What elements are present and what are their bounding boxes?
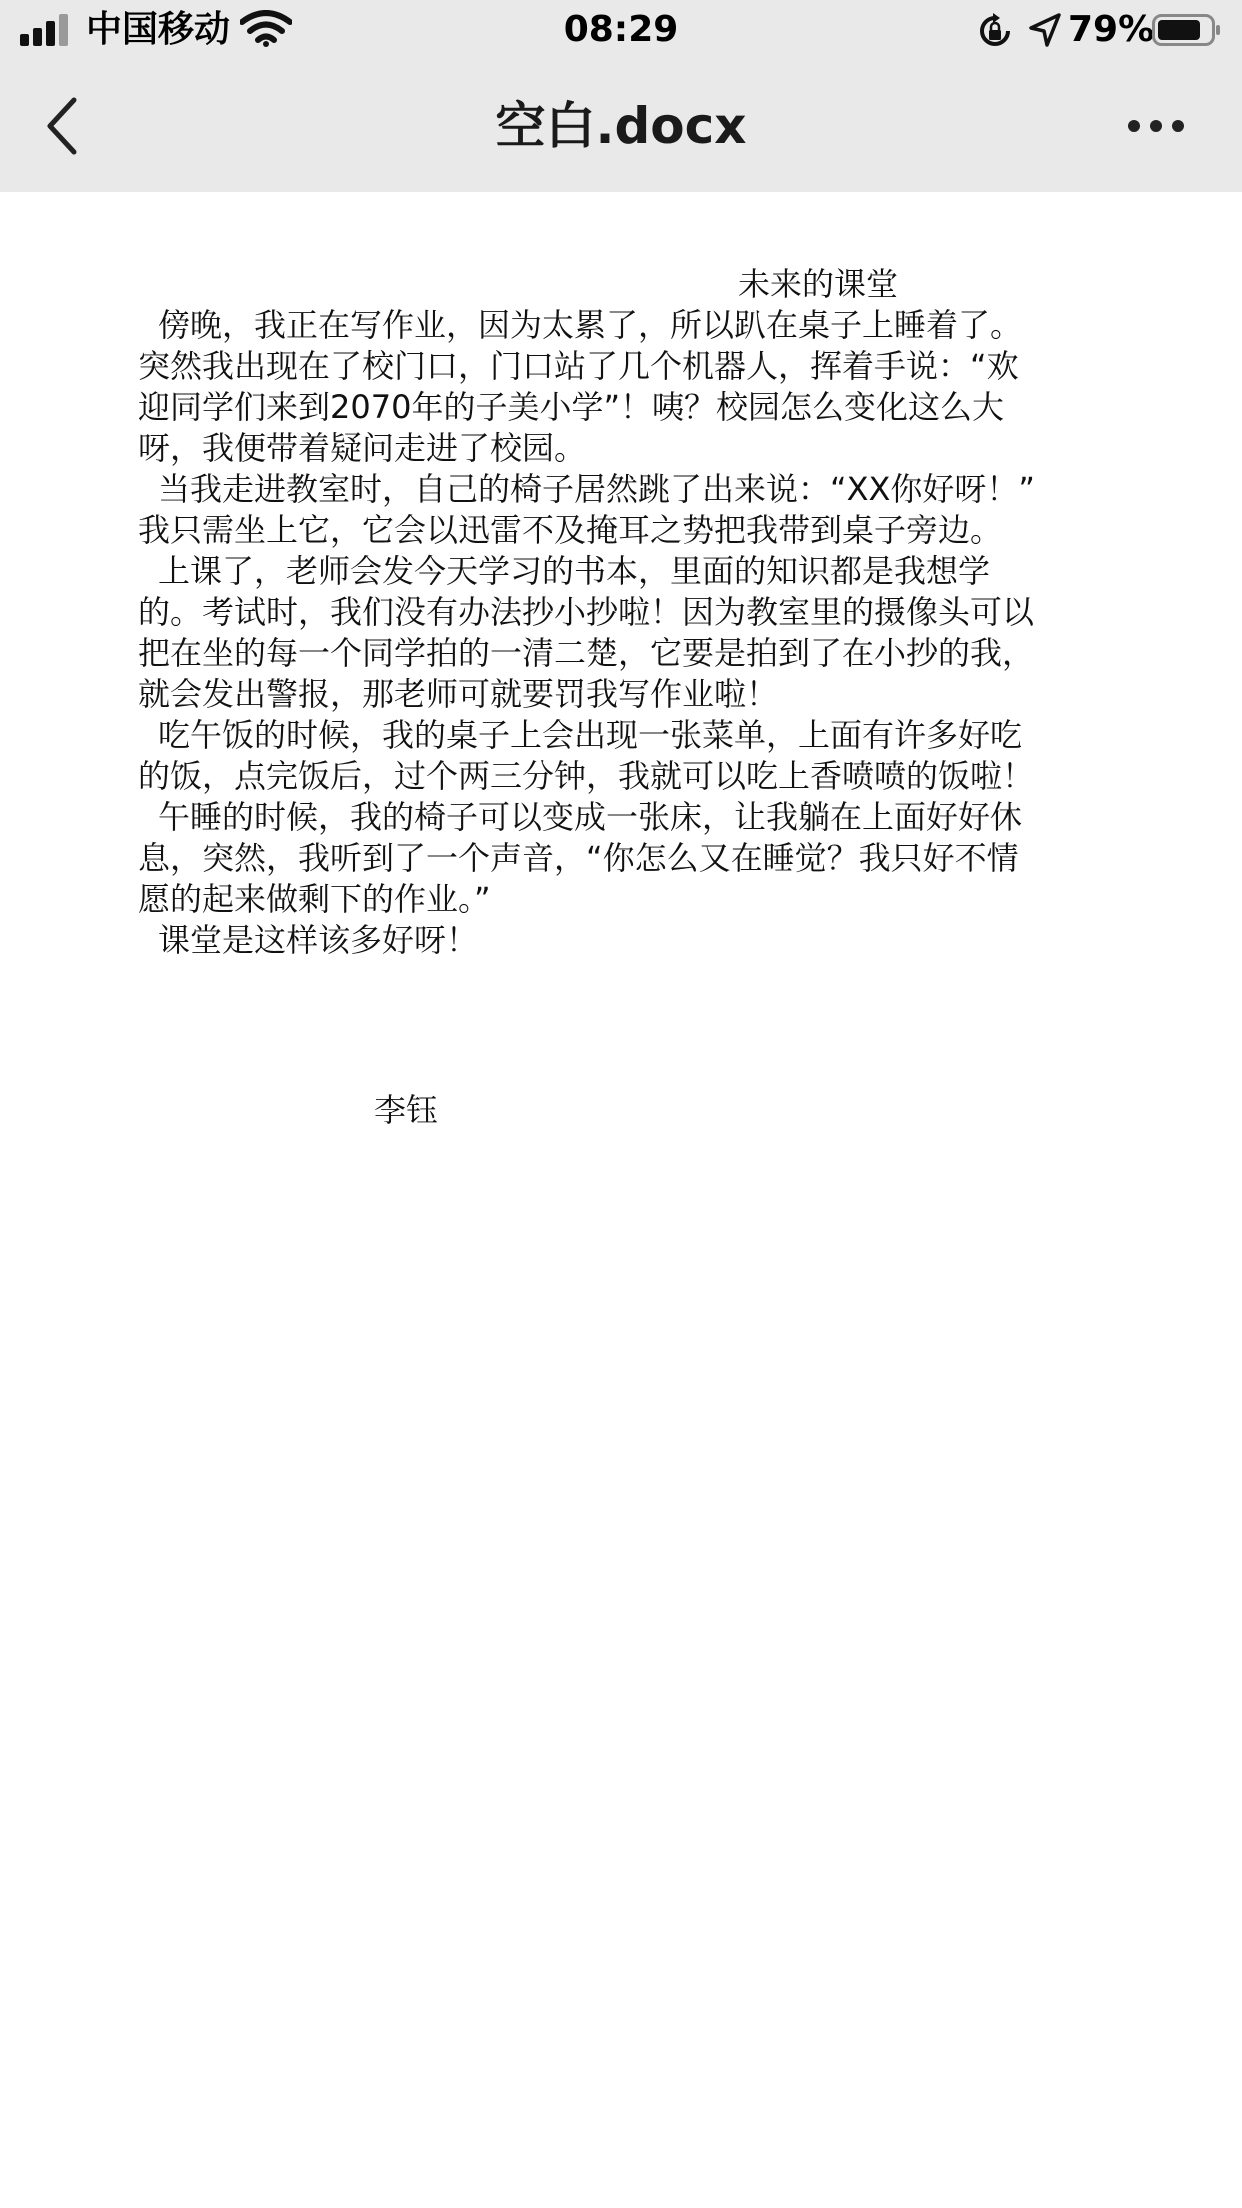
paragraph-line: 愿的起来做剩下的作业。” bbox=[138, 880, 491, 918]
location-icon bbox=[1028, 12, 1062, 48]
paragraph-line: 傍晚，我正在写作业，因为太累了，所以趴在桌子上睡着了。 bbox=[158, 306, 1023, 344]
paragraph bbox=[118, 305, 1118, 469]
author-name: 李钰 bbox=[374, 1091, 439, 1129]
paragraph bbox=[118, 551, 1118, 715]
paragraph-line: 吃午饭的时候，我的桌子上会出现一张菜单，上面有许多好吃 bbox=[158, 716, 1023, 754]
document-page[interactable] bbox=[0, 192, 1242, 2208]
paragraph-line: 的饭，点完饭后，过个两三分钟，我就可以吃上香喷喷的饭啦！ bbox=[138, 757, 1035, 795]
paragraph-line: 当我走进教室时，自己的椅子居然跳了出来说：“XX你好呀！” bbox=[158, 470, 1036, 508]
rotation-lock-icon bbox=[976, 12, 1014, 50]
battery-icon bbox=[1152, 14, 1222, 46]
paragraph-line: 的。考试时，我们没有办法抄小抄啦！因为教室里的摄像头可以 bbox=[138, 593, 1035, 631]
clock: 08:29 bbox=[563, 9, 679, 50]
battery-percent: 79% bbox=[1068, 9, 1155, 50]
paragraph-list bbox=[118, 305, 1118, 961]
more-dots-icon[interactable] bbox=[1124, 110, 1188, 140]
paragraph-line: 迎同学们来到2070年的子美小学”！咦？校园怎么变化这么大 bbox=[138, 388, 1005, 426]
paragraph bbox=[118, 469, 1118, 551]
paragraph-line: 午睡的时候，我的椅子可以变成一张床，让我躺在上面好好休 bbox=[158, 798, 1023, 836]
paragraph bbox=[118, 920, 1118, 961]
paragraph bbox=[118, 797, 1118, 920]
paragraph-line: 课堂是这样该多好呀！ bbox=[158, 921, 479, 959]
carrier-label: 中国移动 bbox=[86, 9, 231, 50]
document-title: 空白.docx bbox=[495, 97, 747, 155]
paragraph-line: 把在坐的每一个同学拍的一清二楚，它要是拍到了在小抄的我， bbox=[138, 634, 1035, 672]
paragraph-line: 息，突然，我听到了一个声音，“你怎么又在睡觉？我只好不情 bbox=[138, 839, 1019, 877]
paragraph-line: 呀，我便带着疑问走进了校园。 bbox=[138, 429, 587, 467]
essay-title: 未来的课堂 bbox=[738, 265, 899, 303]
paragraph bbox=[118, 715, 1118, 797]
paragraph-line: 突然我出现在了校门口，门口站了几个机器人，挥着手说：“欢 bbox=[138, 347, 1019, 385]
paragraph-line: 我只需坐上它，它会以迅雷不及掩耳之势把我带到桌子旁边。 bbox=[138, 511, 1003, 549]
paragraph-line: 上课了，老师会发今天学习的书本，里面的知识都是我想学 bbox=[158, 552, 991, 590]
status-bar bbox=[0, 0, 1242, 60]
chevron-left-icon[interactable] bbox=[40, 94, 90, 158]
document-body bbox=[118, 264, 1118, 961]
paragraph-line: 就会发出警报，那老师可就要罚我写作业啦！ bbox=[138, 675, 779, 713]
top-bar bbox=[0, 0, 1242, 192]
